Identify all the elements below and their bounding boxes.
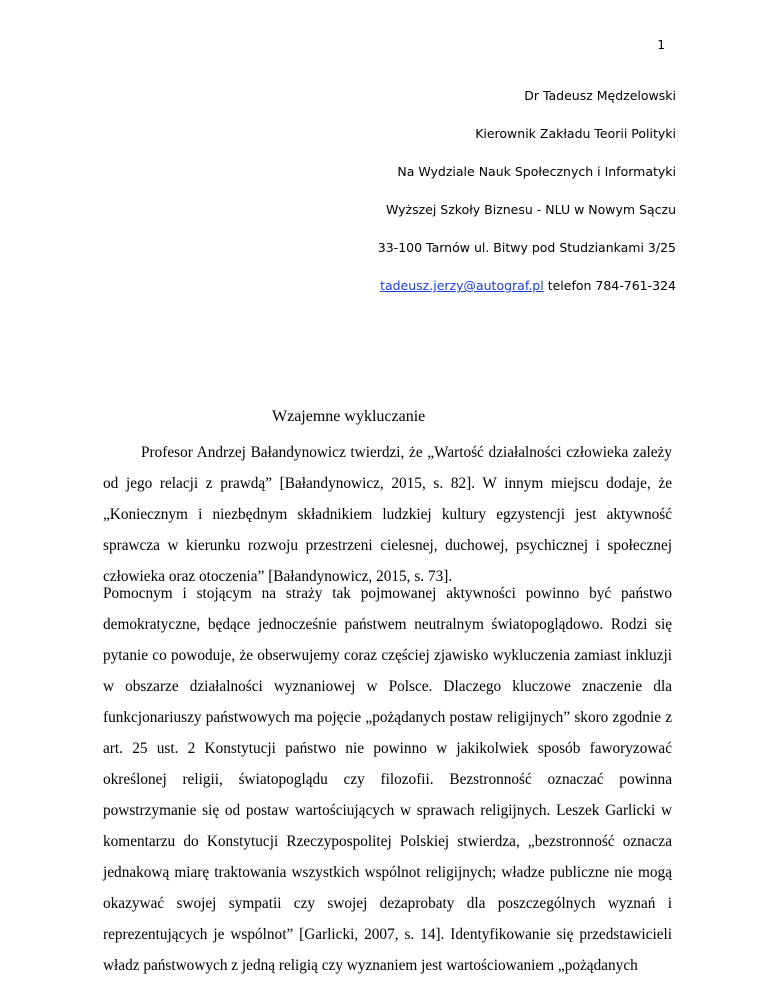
phone-text: telefon 784-761-324 bbox=[543, 278, 676, 293]
author-school: Wyższej Szkoły Biznesu - NLU w Nowym Sączu bbox=[385, 202, 676, 217]
author-position: Kierownik Zakładu Teorii Polityki bbox=[475, 126, 676, 141]
body-paragraph-1: Profesor Andrzej Bałandynowicz twierdzi, że „Wartość działalności człowieka zależy od jego relacji z prawdą” [Bałandynowicz, 2015, s. 82]. W innym miejscu dodaje, że „Koniecznym i niezbędnym składnikiem ludzkiej kultury egzystencji jest aktywność sprawcza w kierunku rozwoju przestrzeni cielesnej, duchowej, psychicznej i społecznej człowieka oraz otoczenia” [Bałandynowicz, 2015, s. 73]. bbox=[103, 444, 672, 585]
page-number: 1 bbox=[657, 38, 665, 52]
email-link[interactable]: tadeusz.jerzy@autograf.pl bbox=[380, 278, 544, 293]
author-faculty: Na Wydziale Nauk Społecznych i Informatyki bbox=[397, 164, 676, 179]
document-title: Wzajemne wykluczanie bbox=[272, 408, 426, 425]
author-address: 33-100 Tarnów ul. Bitwy pod Studziankami 3/25 bbox=[377, 240, 676, 255]
author-contact bbox=[378, 276, 676, 296]
author-name: Dr Tadeusz Mędzelowski bbox=[524, 88, 676, 103]
body-paragraph-2: Pomocnym i stojącym na straży tak pojmowanej aktywności powinno być państwo demokratyczne, będące jednocześnie państwem neutralnym światopoglądowo. Rodzi się pytanie co powoduje, że obserwujemy coraz częściej zjawisko wykluczenia zamiast inkluzji w obszarze działalności wyznaniowej w Polsce. Dlaczego kluczowe znaczenie dla funkcjonariuszy państwowych ma pojęcie „pożądanych postaw religijnych” skoro zgodnie z art. 25 ust. 2 Konstytucji państwo nie powinno w jakikolwiek sposób faworyzować określonej religii, światopoglądu czy filozofii. Bezstronność oznaczać powinna powstrzymanie się od postaw wartościujących w sprawach religijnych. Leszek Garlicki w komentarzu do Konstytucji Rzeczypospolitej Polskiej stwierdza, „bezstronność oznacza jednakową miarę traktowania wszystkich wspólnot religijnych; władze publiczne nie mogą okazywać swojej sympatii czy swojej dezaprobaty dla poszczególnych wyznań i reprezentujących je wspólnot” [Garlicki, 2007, s. 14]. Identyfikowanie się przedstawicieli władz państwowych z jedną religią czy wyznaniem jest wartościowaniem „pożądanych bbox=[103, 585, 672, 974]
author-header bbox=[378, 86, 676, 296]
